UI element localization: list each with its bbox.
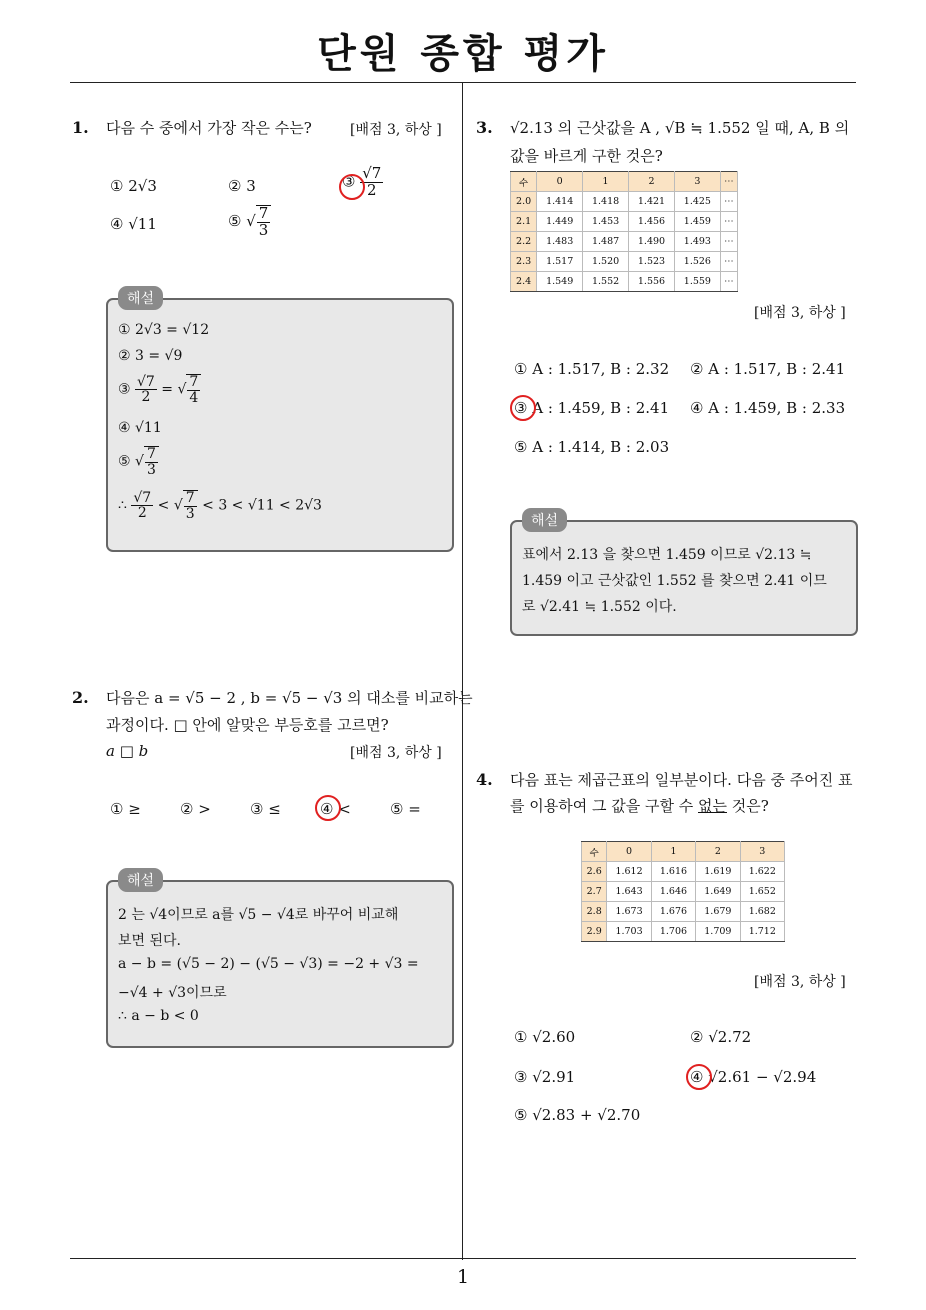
square-root-table <box>510 171 738 292</box>
solution-badge: 해설 <box>118 286 163 310</box>
option-2[interactable]: ② > <box>180 800 211 818</box>
solution-badge: 해설 <box>522 508 567 532</box>
table-cell: 1.487 <box>583 232 629 252</box>
table-row <box>511 212 738 232</box>
solution-line-1: ① 2√3 = √12 <box>118 322 210 338</box>
table-cell: 수 <box>511 172 537 192</box>
question-text-line-1: 다음은 a = √5 − 2 , b = √5 − √3 의 대소를 비교하는 <box>106 689 473 707</box>
score-meta: [배점 3, 하상 ] <box>754 974 846 990</box>
table-cell: 1.676 <box>651 902 695 922</box>
column-divider <box>462 82 463 1260</box>
table-cell: 1.523 <box>629 252 675 272</box>
table-cell: 1.703 <box>607 922 651 942</box>
table-cell: 1.520 <box>583 252 629 272</box>
option-5[interactable]: ⑤ √ $\frac{7}{3}$ <box>228 205 271 239</box>
table-cell: 1.622 <box>740 862 784 882</box>
table-cell: 1.649 <box>696 882 740 902</box>
table-cell: 1.483 <box>537 232 583 252</box>
option-3[interactable]: ③ ≤ <box>250 800 281 818</box>
option-3[interactable]: ③ √2.91 <box>514 1068 576 1086</box>
option-2[interactable]: ② √2.72 <box>690 1028 752 1046</box>
table-cell: 2.1 <box>511 212 537 232</box>
table-cell: ⋯ <box>720 272 737 292</box>
table-cell: 1.493 <box>674 232 720 252</box>
table-cell: 2.6 <box>582 862 607 882</box>
solution-line-3: 로 √2.41 ≒ 1.552 이다. <box>522 599 677 615</box>
table-cell: 1.679 <box>696 902 740 922</box>
table-cell: 1.490 <box>629 232 675 252</box>
table-cell: 1 <box>651 842 695 862</box>
table-cell: 2.9 <box>582 922 607 942</box>
table-cell: 수 <box>582 842 607 862</box>
solution-line-2: 1.459 이고 근삿값인 1.552 를 찾으면 2.41 이므 <box>522 573 827 589</box>
solution-line-4: −√4 + √3이므로 <box>118 985 227 1001</box>
option-3[interactable]: ③ A : 1.459, B : 2.41 <box>514 399 670 417</box>
question-text-line-2: 과정이다. □ 안에 알맞은 부등호를 고르면? <box>106 716 389 734</box>
option-1[interactable]: ① √2.60 <box>514 1028 576 1046</box>
table-cell: 1.421 <box>629 192 675 212</box>
option-5[interactable]: ⑤ = <box>390 800 421 818</box>
table-row <box>582 902 785 922</box>
answer-mark-circle <box>339 174 365 200</box>
table-cell: 1.449 <box>537 212 583 232</box>
option-1[interactable]: ① 2√3 <box>110 177 157 195</box>
table-cell: 2 <box>696 842 740 862</box>
answer-mark-circle <box>510 395 536 421</box>
solution-badge: 해설 <box>118 868 163 892</box>
table-cell: 1.418 <box>583 192 629 212</box>
question-text-line-2: 값을 바르게 구한 것은? <box>510 147 663 165</box>
option-5[interactable]: ⑤ A : 1.414, B : 2.03 <box>514 438 670 456</box>
table-cell: 0 <box>537 172 583 192</box>
solution-line-6: ∴ $\frac{√7}{2}$ < √ $\frac{7}{3}$ < 3 < √11 < 2√3 <box>118 489 322 522</box>
table-cell: 1.556 <box>629 272 675 292</box>
table-cell: ⋯ <box>720 192 737 212</box>
table-cell: 3 <box>740 842 784 862</box>
table-cell: 1.682 <box>740 902 784 922</box>
table-cell: 2.2 <box>511 232 537 252</box>
table-cell: 1.559 <box>674 272 720 292</box>
solution-line-1: 표에서 2.13 을 찾으면 1.459 이므로 √2.13 ≒ <box>522 547 812 563</box>
solution-line-3: ③ $\frac{√7}{2}$ = √ $\frac{7}{4}$ <box>118 374 201 405</box>
question-text-line-2: 를 이용하여 그 값을 구할 수 없는 것은? <box>510 797 769 815</box>
solution-line-4: ④ √11 <box>118 420 162 436</box>
table-cell: 2.8 <box>582 902 607 922</box>
table-cell: 2 <box>629 172 675 192</box>
score-meta: [배점 3, 하상 ] <box>350 122 442 138</box>
table-cell: 1.706 <box>651 922 695 942</box>
table-cell: 3 <box>674 172 720 192</box>
question-text: 다음 수 중에서 가장 작은 수는? <box>106 119 312 137</box>
table-cell: 1.643 <box>607 882 651 902</box>
solution-line-3: a − b = (√5 − 2) − (√5 − √3) = −2 + √3 = <box>118 956 419 972</box>
option-3[interactable]: ③ $\frac{√7}{2}$ <box>342 164 382 199</box>
table-cell: 0 <box>607 842 651 862</box>
option-1[interactable]: ① ≥ <box>110 800 141 818</box>
table-cell: 1.652 <box>740 882 784 902</box>
table-cell: 1.414 <box>537 192 583 212</box>
solution-line-5: ∴ a − b < 0 <box>118 1008 199 1024</box>
solution-box <box>106 880 454 1048</box>
table-cell: 1.425 <box>674 192 720 212</box>
table-cell: 1 <box>583 172 629 192</box>
solution-line-2: 보면 된다. <box>118 933 181 949</box>
question-number: 2. <box>72 688 89 707</box>
table-cell: 1.712 <box>740 922 784 942</box>
question-text-line-1: 다음 표는 제곱근표의 일부분이다. 다음 중 주어진 표 <box>510 771 853 789</box>
answer-mark-circle <box>686 1064 712 1090</box>
solution-line-2: ② 3 = √9 <box>118 348 183 364</box>
table-row <box>511 232 738 252</box>
table-cell: 1.459 <box>674 212 720 232</box>
score-meta: [배점 3, 하상 ] <box>754 305 846 321</box>
table-cell: ⋯ <box>720 172 737 192</box>
answer-mark-circle <box>315 795 341 821</box>
question-number: 3. <box>476 118 493 137</box>
table-cell: 1.709 <box>696 922 740 942</box>
score-meta: [배점 3, 하상 ] <box>350 745 442 761</box>
table-row <box>511 252 738 272</box>
option-5[interactable]: ⑤ √2.83 + √2.70 <box>514 1106 641 1124</box>
table-cell: 1.552 <box>583 272 629 292</box>
table-cell: 1.619 <box>696 862 740 882</box>
table-cell: 1.616 <box>651 862 695 882</box>
table-cell: 1.646 <box>651 882 695 902</box>
table-cell: 1.526 <box>674 252 720 272</box>
option-4[interactable]: ④ < <box>320 800 351 818</box>
page-number: 1 <box>456 1266 470 1288</box>
option-1[interactable]: ① A : 1.517, B : 2.32 <box>514 360 670 378</box>
table-cell: 2.4 <box>511 272 537 292</box>
table-cell: 1.549 <box>537 272 583 292</box>
bottom-rule <box>70 1258 856 1259</box>
option-4[interactable]: ④ A : 1.459, B : 2.33 <box>690 399 846 417</box>
option-4[interactable]: ④ √2.61 − √2.94 <box>690 1068 817 1086</box>
table-cell: ⋯ <box>720 252 737 272</box>
top-rule <box>70 82 856 83</box>
table-row <box>511 272 738 292</box>
option-4[interactable]: ④ √11 <box>110 215 157 233</box>
solution-line-5: ⑤ √ $\frac{7}{3}$ <box>118 446 159 477</box>
table-cell: 2.3 <box>511 252 537 272</box>
table-cell: 2.0 <box>511 192 537 212</box>
question-number: 1. <box>72 118 89 137</box>
question-expression: a □ b <box>106 742 149 760</box>
table-cell: ⋯ <box>720 232 737 252</box>
table-header-row <box>511 172 738 192</box>
table-row <box>582 882 785 902</box>
table-cell: 2.7 <box>582 882 607 902</box>
table-row <box>582 862 785 882</box>
question-text-line-1: √2.13 의 근삿값을 A , √B ≒ 1.552 일 때, A, B 의 <box>510 119 850 137</box>
table-cell: 1.456 <box>629 212 675 232</box>
table-cell: 1.612 <box>607 862 651 882</box>
square-root-table <box>581 841 785 942</box>
option-2[interactable]: ② 3 <box>228 177 256 195</box>
table-row <box>511 192 738 212</box>
table-cell: 1.673 <box>607 902 651 922</box>
table-cell: 1.453 <box>583 212 629 232</box>
page-title: 단원 종합 평가 <box>317 31 609 77</box>
solution-line-1: 2 는 √4이므로 a를 √5 − √4로 바꾸어 비교해 <box>118 907 399 923</box>
question-number: 4. <box>476 770 493 789</box>
table-header-row <box>582 842 785 862</box>
solution-box <box>106 298 454 552</box>
table-cell: ⋯ <box>720 212 737 232</box>
table-cell: 1.517 <box>537 252 583 272</box>
table-row <box>582 922 785 942</box>
option-2[interactable]: ② A : 1.517, B : 2.41 <box>690 360 846 378</box>
solution-box <box>510 520 858 636</box>
